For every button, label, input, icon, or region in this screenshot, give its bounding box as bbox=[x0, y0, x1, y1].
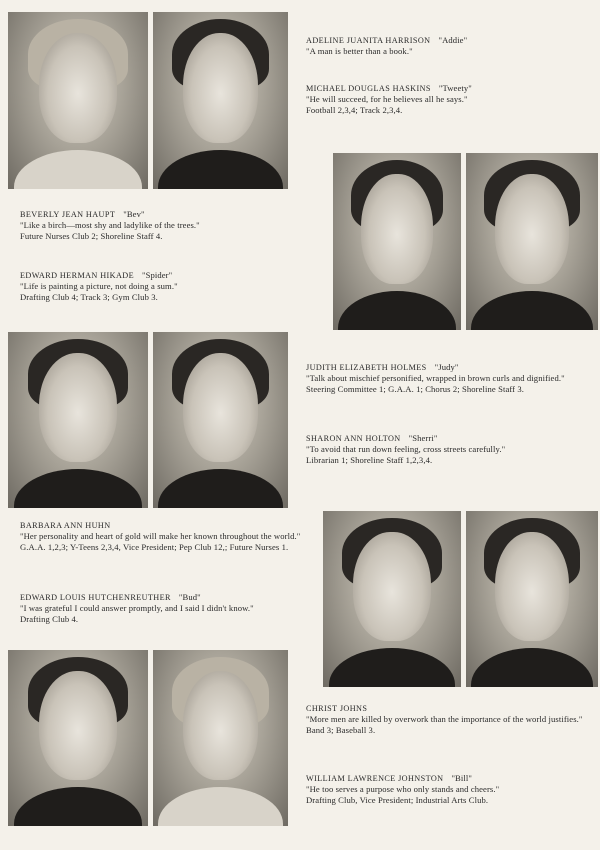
entry-christ-johns bbox=[306, 703, 598, 737]
student-quote: "To avoid that run down feeling, cross streets carefully." bbox=[306, 444, 506, 455]
portrait-christ-johns bbox=[323, 511, 461, 687]
student-activities: Football 2,3,4; Track 2,3,4. bbox=[306, 105, 403, 116]
portrait-edward-hutchenreuther bbox=[153, 332, 288, 508]
student-name: SHARON ANN HOLTON bbox=[306, 434, 401, 443]
portrait-beverly-haupt bbox=[8, 12, 148, 189]
student-name: EDWARD LOUIS HUTCHENREUTHER bbox=[20, 593, 171, 602]
student-nickname: "Addie" bbox=[438, 35, 468, 45]
entry-edward-hutchenreuther bbox=[20, 592, 310, 626]
student-activities: Band 3; Baseball 3. bbox=[306, 725, 376, 736]
student-nickname: "Judy" bbox=[434, 362, 459, 372]
shoulders-shape bbox=[158, 150, 282, 189]
student-activities: Librarian 1; Shoreline Staff 1,2,3,4. bbox=[306, 455, 433, 466]
student-quote: "More men are killed by overwork than the importance of the world justifies." bbox=[306, 714, 583, 725]
student-activities: Drafting Club 4. bbox=[20, 614, 79, 625]
student-name: BEVERLY JEAN HAUPT bbox=[20, 210, 116, 219]
portrait-judith-holmes bbox=[333, 153, 461, 330]
student-activities: G.A.A. 1,2,3; Y-Teens 2,3,4, Vice President; Pep Club 12,; Future Nurses 1. bbox=[20, 542, 289, 553]
portrait-edward-hikade bbox=[153, 12, 288, 189]
entry-adeline-harrison bbox=[306, 35, 596, 57]
face-shape bbox=[495, 532, 569, 641]
portrait-sharon-holton bbox=[466, 153, 598, 330]
student-activities: Drafting Club 4; Track 3; Gym Club 3. bbox=[20, 292, 158, 303]
shoulders-shape bbox=[338, 291, 456, 330]
face-shape bbox=[495, 174, 569, 284]
shoulders-shape bbox=[158, 469, 282, 508]
student-quote: "A man is better than a book." bbox=[306, 46, 413, 57]
student-quote: "I was grateful I could answer promptly, and I said I didn't know." bbox=[20, 603, 254, 614]
student-name: BARBARA ANN HUHN bbox=[20, 521, 111, 530]
entry-judith-holmes bbox=[306, 362, 598, 396]
face-shape bbox=[39, 671, 117, 780]
student-nickname: "Tweety" bbox=[438, 83, 472, 93]
student-quote: "Talk about mischief personified, wrapped in brown curls and dignified." bbox=[306, 373, 565, 384]
student-nickname: "Bill" bbox=[451, 773, 472, 783]
shoulders-shape bbox=[14, 469, 143, 508]
entry-barbara-huhn bbox=[20, 520, 310, 554]
entry-sharon-holton bbox=[306, 433, 598, 467]
student-name: CHRIST JOHNS bbox=[306, 704, 368, 713]
shoulders-shape bbox=[158, 787, 282, 826]
student-quote: "Like a birch—most shy and ladylike of the trees." bbox=[20, 220, 200, 231]
student-activities: Steering Committee 1; G.A.A. 1; Chorus 2; Shoreline Staff 3. bbox=[306, 384, 525, 395]
face-shape bbox=[39, 33, 117, 143]
student-nickname: "Sherri" bbox=[408, 433, 438, 443]
face-shape bbox=[361, 174, 433, 284]
student-quote: "He too serves a purpose who only stands and cheers." bbox=[306, 784, 500, 795]
face-shape bbox=[183, 353, 259, 462]
entry-michael-haskins bbox=[306, 83, 596, 117]
student-nickname: "Bev" bbox=[123, 209, 145, 219]
face-shape bbox=[183, 671, 259, 780]
student-name: EDWARD HERMAN HIKADE bbox=[20, 271, 134, 280]
student-name: MICHAEL DOUGLAS HASKINS bbox=[306, 84, 431, 93]
student-nickname: "Bud" bbox=[178, 592, 201, 602]
portrait-barbara-huhn bbox=[8, 332, 148, 508]
portrait-michael-haskins bbox=[153, 650, 288, 826]
shoulders-shape bbox=[14, 787, 143, 826]
entry-beverly-haupt bbox=[20, 209, 305, 243]
student-activities: Drafting Club, Vice President; Industrial Arts Club. bbox=[306, 795, 489, 806]
student-name: JUDITH ELIZABETH HOLMES bbox=[306, 363, 427, 372]
student-quote: "Her personality and heart of gold will make her known throughout the world." bbox=[20, 531, 301, 542]
face-shape bbox=[39, 353, 117, 462]
portrait-william-johnston bbox=[466, 511, 598, 687]
student-quote: "He will succeed, for he believes all he says." bbox=[306, 94, 468, 105]
student-name: WILLIAM LAWRENCE JOHNSTON bbox=[306, 774, 444, 783]
shoulders-shape bbox=[471, 648, 592, 687]
student-nickname: "Spider" bbox=[141, 270, 173, 280]
student-activities: Future Nurses Club 2; Shoreline Staff 4. bbox=[20, 231, 163, 242]
portrait-adeline-harrison bbox=[8, 650, 148, 826]
shoulders-shape bbox=[329, 648, 456, 687]
shoulders-shape bbox=[14, 150, 143, 189]
face-shape bbox=[353, 532, 430, 641]
student-quote: "Life is painting a picture, not doing a sum." bbox=[20, 281, 178, 292]
shoulders-shape bbox=[471, 291, 592, 330]
face-shape bbox=[183, 33, 259, 143]
entry-edward-hikade bbox=[20, 270, 305, 304]
entry-william-johnston bbox=[306, 773, 598, 807]
student-name: ADELINE JUANITA HARRISON bbox=[306, 36, 431, 45]
